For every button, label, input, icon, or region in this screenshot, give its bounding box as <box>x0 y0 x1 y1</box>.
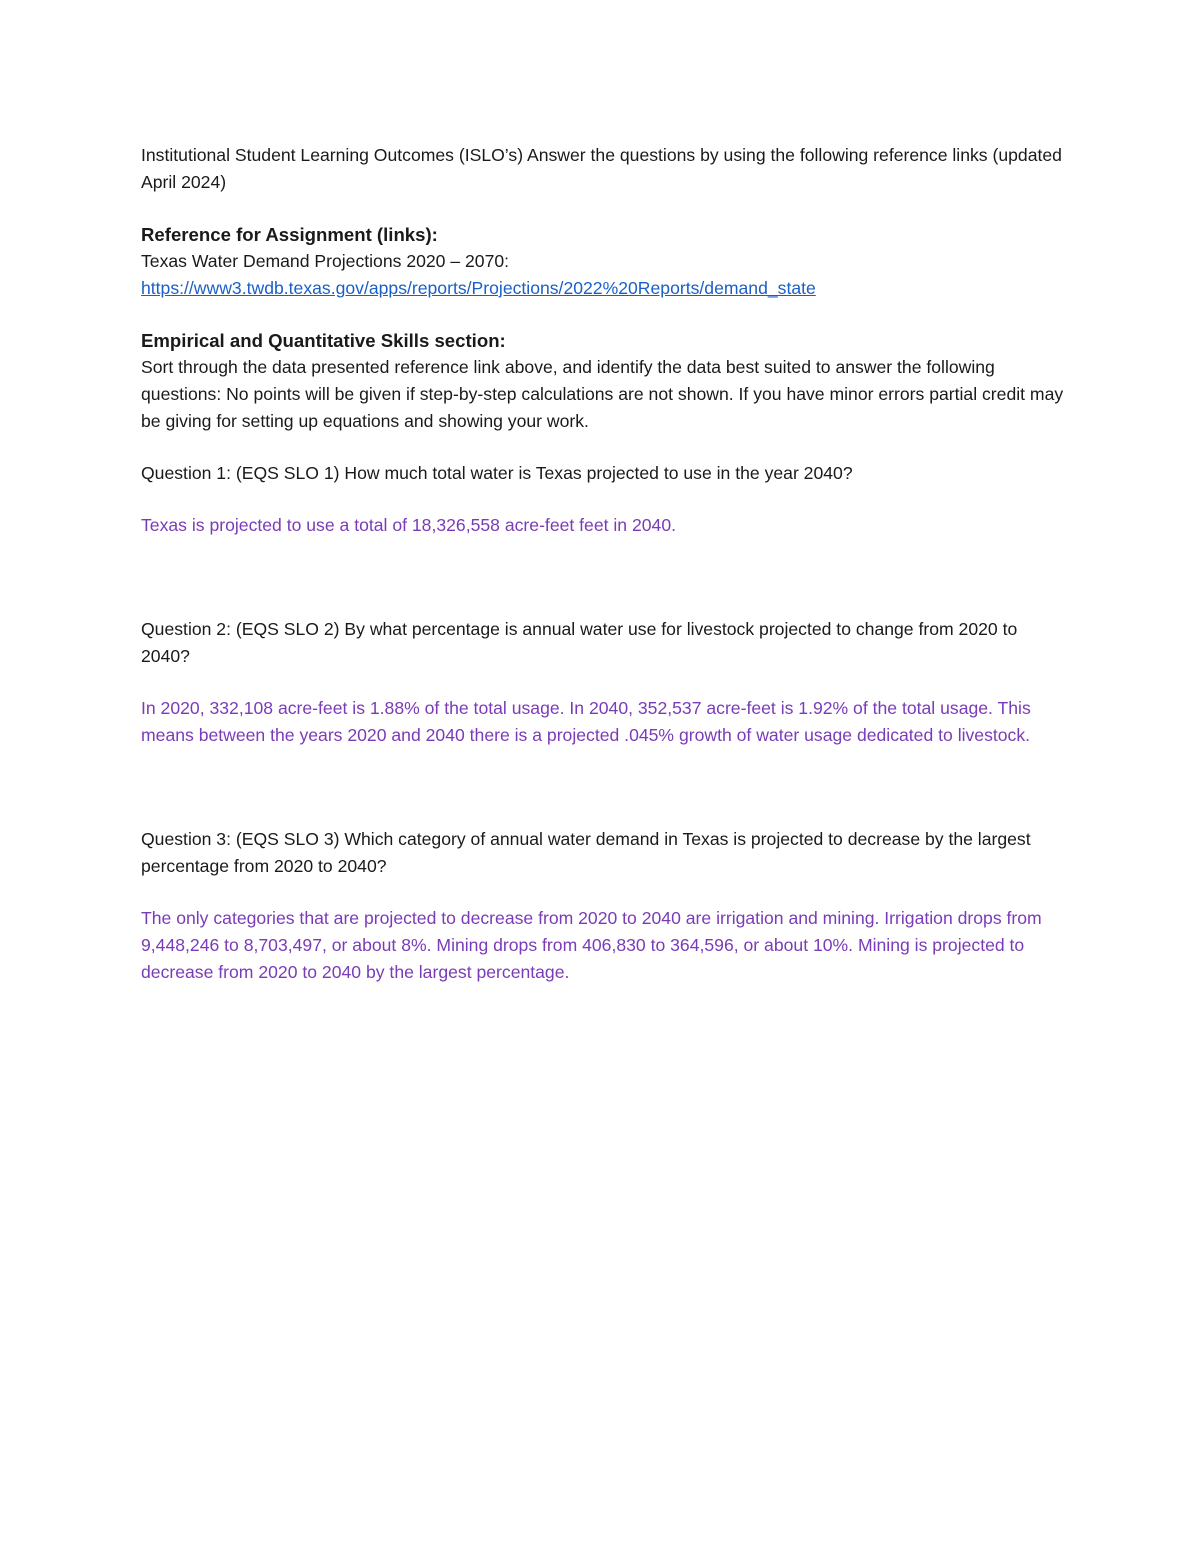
answer-1: Texas is projected to use a total of 18,326,558 acre-feet feet in 2040. <box>141 515 677 535</box>
intro-text: Institutional Student Learning Outcomes (ISLO’s) Answer the questions by using the following reference links (updated April 2024) <box>141 145 1062 192</box>
eqs-heading: Empirical and Quantitative Skills section: <box>141 330 506 351</box>
document-body <box>141 142 1066 986</box>
question-3: Question 3: (EQS SLO 3) Which category of annual water demand in Texas is projected to decrease by the largest percentage from 2020 to 2040? <box>141 829 1031 876</box>
answer-3: The only categories that are projected to decrease from 2020 to 2040 are irrigation and mining. Irrigation drops from 9,448,246 to 8,703,497, or about 8%. Mining drops from 406,830 to 364,596, or about 10%. Mining is projected to decrease from 2020 to 2040 by the largest percentage. <box>141 908 1042 982</box>
answer-2: In 2020, 332,108 acre-feet is 1.88% of the total usage. In 2040, 352,537 acre-feet is 1.92% of the total usage. This means between the years 2020 and 2040 there is a projected .045% growth of water usage dedicated to livestock. <box>141 698 1031 745</box>
question-2: Question 2: (EQS SLO 2) By what percentage is annual water use for livestock projected to change from 2020 to 2040? <box>141 619 1018 666</box>
reference-title: Texas Water Demand Projections 2020 – 2070: <box>141 251 510 271</box>
reference-heading: Reference for Assignment (links): <box>141 224 438 245</box>
reference-link[interactable]: https://www3.twdb.texas.gov/apps/reports/Projections/2022%20Reports/demand_state <box>141 278 816 298</box>
eqs-instructions: Sort through the data presented reference link above, and identify the data best suited to answer the following questions: No points will be given if step-by-step calculations are not shown. If you have minor errors partial credit may be giving for setting up equations and showing your work. <box>141 357 1064 431</box>
question-1: Question 1: (EQS SLO 1) How much total water is Texas projected to use in the year 2040? <box>141 463 853 483</box>
